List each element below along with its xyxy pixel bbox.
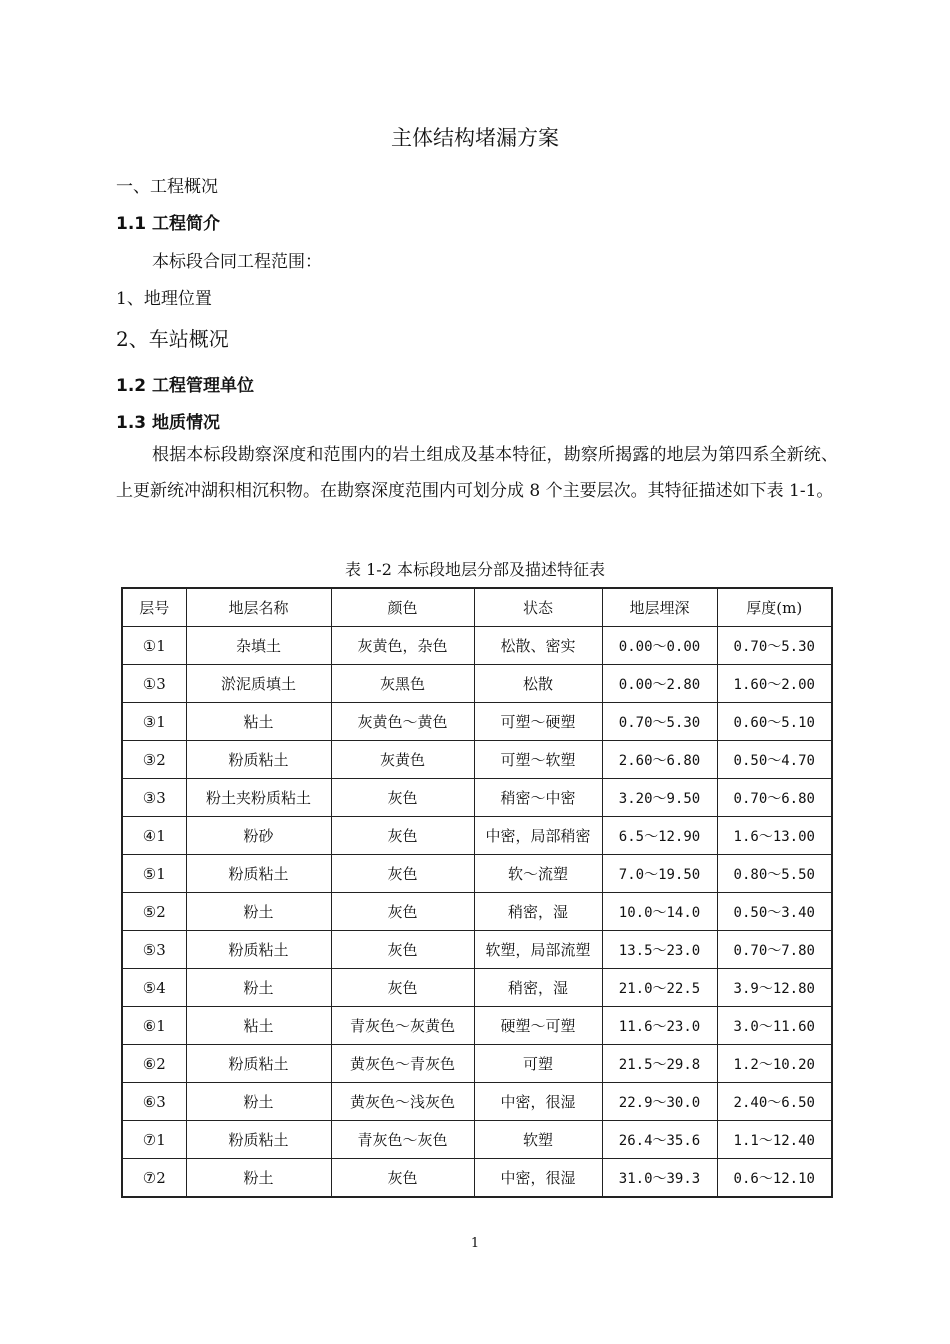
cell-layer-name: 粘土 [186, 703, 331, 741]
cell-layer-name: 粉土 [186, 969, 331, 1007]
table-row [122, 893, 832, 931]
cell-thickness: 0.60～5.10 [717, 703, 832, 741]
cell-state: 软塑 [474, 1121, 602, 1159]
cell-color: 灰黄色，杂色 [331, 627, 474, 665]
cell-layer-name: 粉土夹粉质粘土 [186, 779, 331, 817]
cell-color: 灰色 [331, 817, 474, 855]
cell-state: 松散、密实 [474, 627, 602, 665]
cell-layer-name: 粉质粘土 [186, 931, 331, 969]
cell-layer-name: 粉质粘土 [186, 1045, 331, 1083]
cell-state: 稍密，湿 [474, 893, 602, 931]
cell-layer-name: 粉土 [186, 1159, 331, 1198]
cell-state: 软塑，局部流塑 [474, 931, 602, 969]
cell-state: 软～流塑 [474, 855, 602, 893]
table-row [122, 1007, 832, 1045]
cell-thickness: 1.1～12.40 [717, 1121, 832, 1159]
cell-state: 中密，局部稍密 [474, 817, 602, 855]
cell-depth: 0.00～2.80 [602, 665, 717, 703]
table-row [122, 1083, 832, 1121]
cell-color: 灰黄色 [331, 741, 474, 779]
cell-color: 黄灰色～浅灰色 [331, 1083, 474, 1121]
geology-paragraph: 根据本标段勘察深度和范围内的岩土组成及基本特征，勘察所揭露的地层为第四系全新统、上更新统冲湖积相沉积物。在勘察深度范围内可划分成 8 个主要层次。其特征描述如下表 1-1。 [116, 445, 838, 501]
cell-depth: 21.0～22.5 [602, 969, 717, 1007]
cell-state: 稍密～中密 [474, 779, 602, 817]
cell-depth: 11.6～23.0 [602, 1007, 717, 1045]
subsection-heading-geology: 1.3 地质情况 [116, 413, 221, 433]
header-layer-no: 层号 [122, 588, 186, 627]
cell-thickness: 0.70～7.80 [717, 931, 832, 969]
cell-layer-no: ③3 [122, 779, 186, 817]
cell-color: 灰色 [331, 931, 474, 969]
table-row [122, 1121, 832, 1159]
cell-thickness: 0.6～12.10 [717, 1159, 832, 1198]
cell-layer-no: ⑥2 [122, 1045, 186, 1083]
header-layer-name: 地层名称 [186, 588, 331, 627]
cell-layer-no: ⑤4 [122, 969, 186, 1007]
subsection-heading-intro: 1.1 工程简介 [116, 214, 221, 234]
cell-state: 可塑～硬塑 [474, 703, 602, 741]
cell-thickness: 1.2～10.20 [717, 1045, 832, 1083]
cell-layer-name: 杂填土 [186, 627, 331, 665]
cell-color: 灰黄色～黄色 [331, 703, 474, 741]
header-thickness: 厚度(m) [717, 588, 832, 627]
cell-layer-name: 粉砂 [186, 817, 331, 855]
cell-thickness: 1.60～2.00 [717, 665, 832, 703]
cell-layer-no: ⑤1 [122, 855, 186, 893]
cell-layer-no: ③2 [122, 741, 186, 779]
table-row [122, 1045, 832, 1083]
cell-state: 松散 [474, 665, 602, 703]
cell-layer-no: ⑤3 [122, 931, 186, 969]
cell-state: 中密，很湿 [474, 1159, 602, 1198]
cell-depth: 21.5～29.8 [602, 1045, 717, 1083]
cell-depth: 3.20～9.50 [602, 779, 717, 817]
cell-layer-no: ⑤2 [122, 893, 186, 931]
cell-color: 灰色 [331, 779, 474, 817]
table-row [122, 855, 832, 893]
cell-layer-name: 粉土 [186, 1083, 331, 1121]
item-station: 2、车站概况 [116, 327, 229, 351]
cell-depth: 0.70～5.30 [602, 703, 717, 741]
cell-depth: 0.00～0.00 [602, 627, 717, 665]
cell-color: 灰色 [331, 893, 474, 931]
cell-color: 青灰色～灰色 [331, 1121, 474, 1159]
table-row [122, 665, 832, 703]
cell-color: 黄灰色～青灰色 [331, 1045, 474, 1083]
cell-thickness: 3.9～12.80 [717, 969, 832, 1007]
table-row [122, 817, 832, 855]
cell-state: 硬塑～可塑 [474, 1007, 602, 1045]
cell-color: 灰色 [331, 969, 474, 1007]
cell-thickness: 0.50～3.40 [717, 893, 832, 931]
cell-depth: 22.9～30.0 [602, 1083, 717, 1121]
cell-thickness: 0.80～5.50 [717, 855, 832, 893]
cell-layer-no: ③1 [122, 703, 186, 741]
cell-depth: 13.5～23.0 [602, 931, 717, 969]
table-header-row [122, 588, 832, 627]
cell-layer-name: 粉质粘土 [186, 1121, 331, 1159]
cell-depth: 6.5～12.90 [602, 817, 717, 855]
cell-depth: 7.0～19.50 [602, 855, 717, 893]
cell-color: 灰色 [331, 855, 474, 893]
cell-state: 稍密，湿 [474, 969, 602, 1007]
cell-thickness: 0.70～6.80 [717, 779, 832, 817]
subsection-heading-management: 1.2 工程管理单位 [116, 376, 255, 396]
cell-depth: 2.60～6.80 [602, 741, 717, 779]
cell-layer-no: ④1 [122, 817, 186, 855]
cell-layer-name: 粉土 [186, 893, 331, 931]
cell-color: 灰色 [331, 1159, 474, 1198]
cell-state: 可塑 [474, 1045, 602, 1083]
page-number: 1 [470, 1236, 480, 1251]
header-color: 颜色 [331, 588, 474, 627]
cell-layer-no: ①3 [122, 665, 186, 703]
cell-layer-name: 淤泥质填土 [186, 665, 331, 703]
table-row [122, 1159, 832, 1198]
cell-layer-no: ⑥3 [122, 1083, 186, 1121]
strata-table [121, 587, 833, 1198]
cell-state: 中密，很湿 [474, 1083, 602, 1121]
table-row [122, 931, 832, 969]
cell-thickness: 1.6～13.00 [717, 817, 832, 855]
header-state: 状态 [474, 588, 602, 627]
cell-thickness: 0.50～4.70 [717, 741, 832, 779]
cell-color: 青灰色～灰黄色 [331, 1007, 474, 1045]
cell-depth: 10.0～14.0 [602, 893, 717, 931]
intro-paragraph: 本标段合同工程范围： [152, 252, 322, 272]
header-depth: 地层埋深 [602, 588, 717, 627]
cell-layer-name: 粉质粘土 [186, 741, 331, 779]
table-row [122, 741, 832, 779]
cell-layer-no: ①1 [122, 627, 186, 665]
cell-thickness: 3.0～11.60 [717, 1007, 832, 1045]
item-location: 1、地理位置 [116, 289, 212, 309]
table-row [122, 779, 832, 817]
cell-layer-no: ⑥1 [122, 1007, 186, 1045]
cell-depth: 26.4～35.6 [602, 1121, 717, 1159]
cell-layer-no: ⑦1 [122, 1121, 186, 1159]
table-row [122, 969, 832, 1007]
cell-color: 灰黑色 [331, 665, 474, 703]
cell-layer-no: ⑦2 [122, 1159, 186, 1198]
cell-state: 可塑～软塑 [474, 741, 602, 779]
table-row [122, 703, 832, 741]
document-title: 主体结构堵漏方案 [391, 126, 559, 150]
section-heading-overview: 一、工程概况 [116, 177, 218, 197]
table-row [122, 627, 832, 665]
cell-layer-name: 粉质粘土 [186, 855, 331, 893]
cell-thickness: 0.70～5.30 [717, 627, 832, 665]
cell-layer-name: 粘土 [186, 1007, 331, 1045]
table-caption: 表 1-2 本标段地层分部及描述特征表 [345, 560, 605, 579]
cell-depth: 31.0～39.3 [602, 1159, 717, 1198]
cell-thickness: 2.40～6.50 [717, 1083, 832, 1121]
